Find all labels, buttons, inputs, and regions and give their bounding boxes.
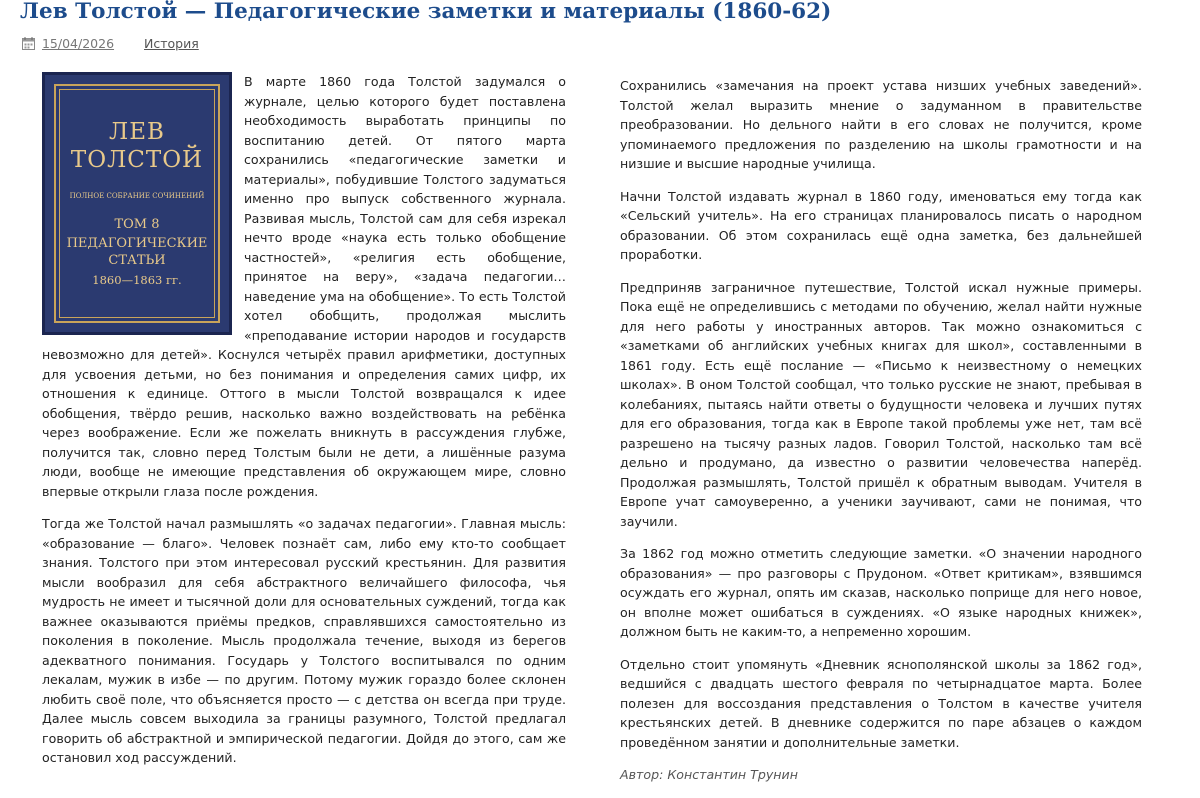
article-author: Автор: Константин Трунин xyxy=(620,767,798,782)
paragraph: Начни Толстой издавать журнал в 1860 году, именоваться ему тогда как «Сельский учитель». На его страницах планировалось писать о народном образовании. Об этом сохранилась ещё одна заметка, без дальнейшей проработки. xyxy=(620,188,1142,262)
book-years: 1860—1863 гг. xyxy=(92,273,182,287)
article-column-left xyxy=(42,72,566,781)
paragraph: Предприняв заграничное путешествие, Толстой искал нужные примеры. Пока ещё не определившись с методами по обучению, желал найти нужные для него работы у иностранных авторов. Так можно ознакомиться с «заметками об английских учебных книгах для школ», составленными в 1861 году. Есть ещё послание — «Письмо к неизвестному о немецких школах». В оном Толстой сообщал, что только русские не знают, пребывая в колебаниях, пытаясь найти ответы о будущности человека и лучших путях для его образования, тогда как в Европе такой проблемы уже нет, там всё разрешено на тысячу разных ладов. Говорил Толстой, насколько там всё дельно и продумано, да известно о развитии человечества наперёд. Продолжая размышлять, Толстой пришёл к обратным выводам. Учителя в Европе учат самоуверенно, а ученики заучивают, сами не понимая, что заучили. xyxy=(620,279,1142,529)
paragraph: За 1862 год можно отметить следующие заметки. «О значении народного образования» — про разговоры с Прудоном. «Ответ критикам», взявшимся осуждать его журнал, опять им сказав, насколько поприще для него новое, он вполне может ошибаться в суждениях. «О языке народных книжек», должном быть не каким-то, а непременно хорошим. xyxy=(620,546,1142,639)
book-author-last: ТОЛСТОЙ xyxy=(70,147,204,173)
paragraph: Отдельно стоит упомянуть «Дневник яснополянской школы за 1862 год», ведшийся с двадцать шестого февраля по четырнадцатое марта. Более полезен для воссоздания представления о Толстом в качестве учителя крестьянских детей. В дневнике содержится по паре абзацев о каждом проведённом занятии и дополнительные заметки. xyxy=(620,656,1142,750)
book-title xyxy=(45,235,229,269)
calendar-icon xyxy=(22,37,35,53)
book-volume: ТОМ 8 xyxy=(114,217,160,232)
book-title-line1: ПЕДАГОГИЧЕСКИЕ xyxy=(66,236,208,251)
article-column-right xyxy=(620,76,1142,798)
paragraph: В марте 1860 года Толстой задумался о журнале, целью которого будет поставлена необходимость выработать принципы по воспитанию детей. От пятого марта сохранились «педагогические заметки и материалы», побудившие Толстого задуматься именно про выпуск собственного журнала. Развивая мысль, Толстой сам для себя изрекал нечто вроде «наука есть только обобщение частностей», «религия есть обобщение, принятое на веру», «задача педагогии… наведение ума на обобщение». То есть Толстой хотел обобщить, продолжая мыслить «преподавание истории народов и государств невозможно для детей». Коснулся четырёх правил арифметики, доступных для усвоения детьми, но без понимания и определения самих цифр, их отношения к единице. Оттого в мысли Толстой возвращался к идее обобщения, твёрдо решив, насколько важно воздействовать на ребёнка через воображение. Если же пожелать вникнуть в рассуждения глубже, получится так, словно перед Толстым были не дети, а лишённые разума люди, вообще не имеющие представления об окружающем мире, словно впервые открыли глаза после рождения. xyxy=(42,74,566,499)
book-title-line2: СТАТЬИ xyxy=(108,253,166,268)
book-author-first: ЛЕВ xyxy=(109,119,165,145)
paragraph: Тогда же Толстой начал размышлять «о задачах педагогии». Главная мысль: «образование — благо». Человек познаёт сам, либо ему кто-то сообщает знания. Толстого при этом интересовал русский крестьянин. Для развития мысли вообразил для себя абстрактного величайшего философа, чья мудрость не имеет и тысячной доли для основательных суждений, тогда как важнее оказываются приёмы предков, справлявшихся самостоятельно из поколения в поколение. Мысль продолжала течение, выходя из берегов адекватного понимания. Государь у Толстого воспитывался по одним лекалам, мужик в избе — по другим. Потому мужик гораздо более склонен любить своё поле, что объясняется просто — с детства он всегда при труде. Далее мысль совсем выходила за границы разумного, Толстой предлагал говорить об абстрактной и эмпирической педагогии. Дойдя до этого, сам же остановил ход рассуждений. xyxy=(42,516,566,765)
category-link[interactable]: История xyxy=(144,36,199,51)
paragraph: Сохранились «замечания на проект устава низших учебных заведений». Толстой желал выразить мнение о задуманном в правительстве преобразовании. Но дельного найти в его словах не получится, кроме упоминаемого предложения по разделению на школы грамотности и на низшие и высшие народные училища. xyxy=(620,78,1142,171)
post-meta xyxy=(22,36,199,53)
post-date-link[interactable]: 15/04/2026 xyxy=(41,36,115,51)
page-title: Лев Толстой — Педагогические заметки и материалы (1860-62) xyxy=(20,0,832,24)
book-cover-image xyxy=(42,72,232,335)
book-subtitle: ПОЛНОЕ СОБРАНИЕ СОЧИНЕНИЙ xyxy=(69,192,205,200)
